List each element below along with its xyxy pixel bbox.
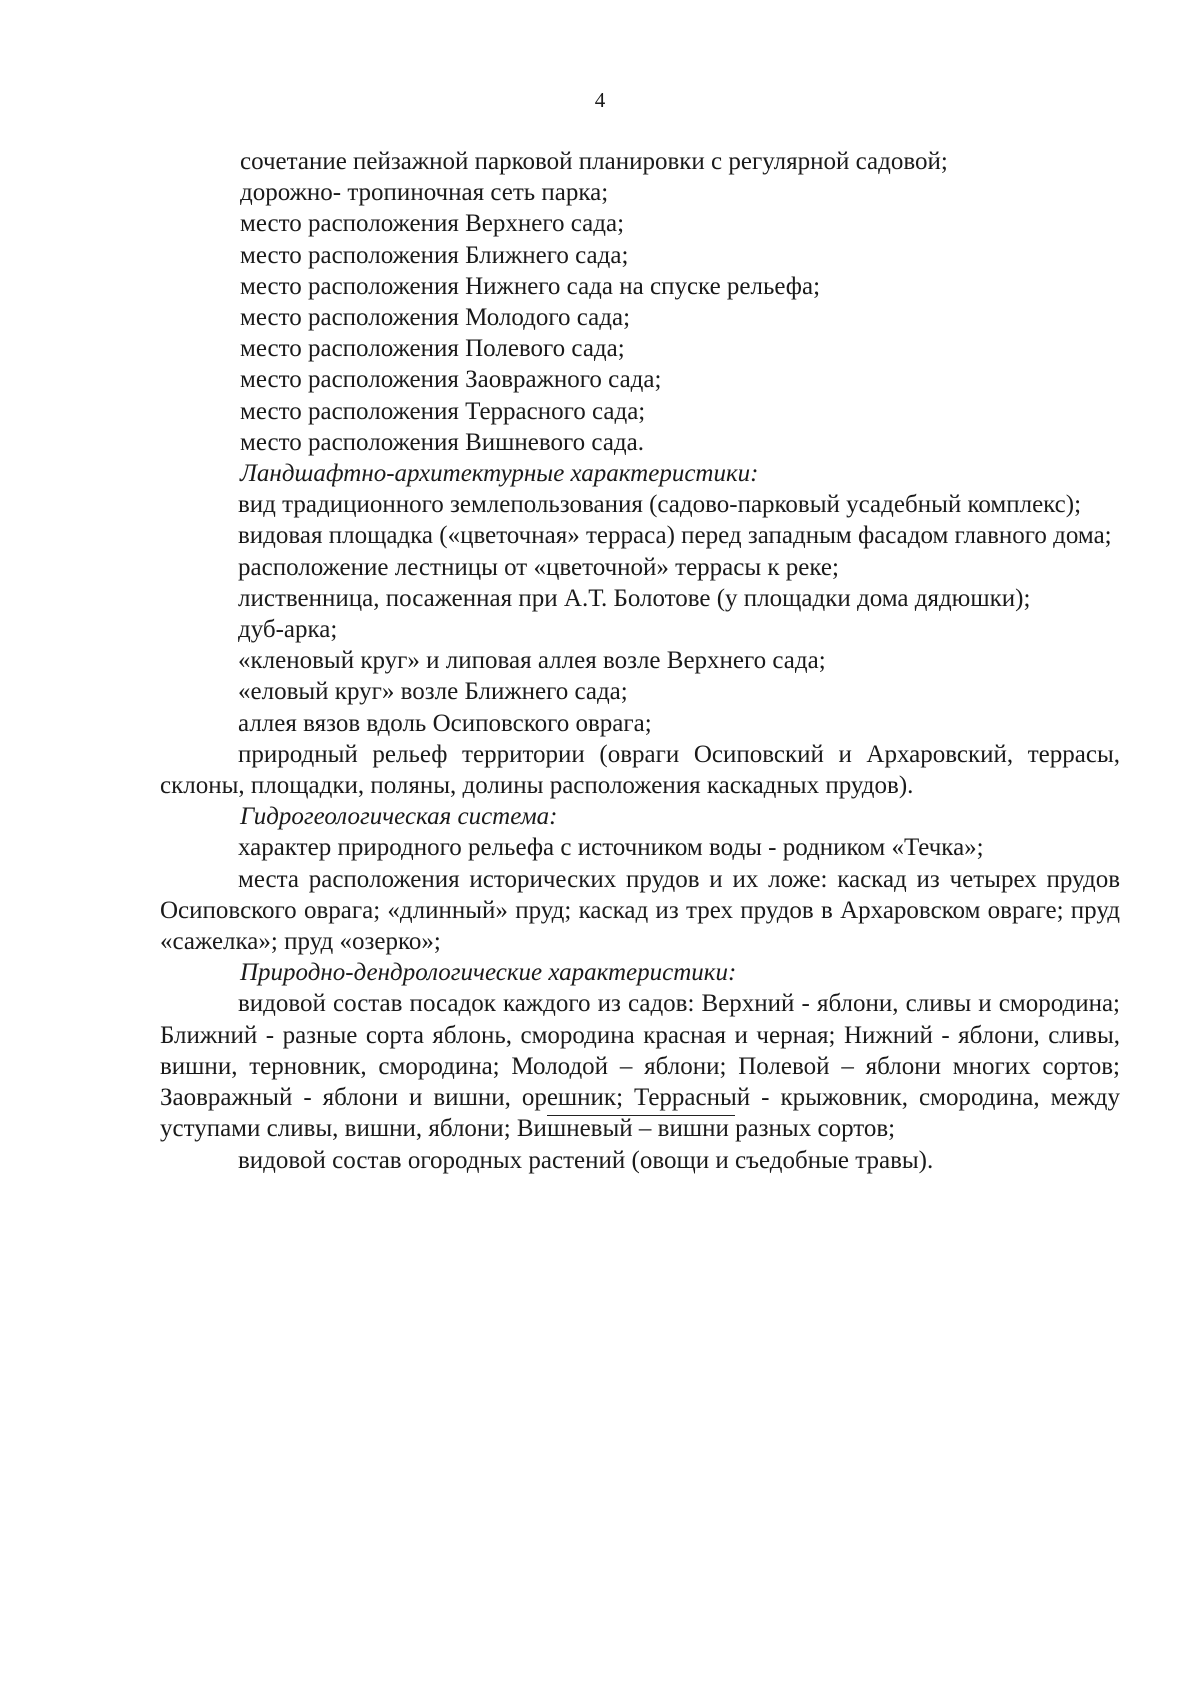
garden-list-item: дорожно- тропиночная сеть парка; [240, 179, 609, 207]
landscape-item: дуб-арка; [238, 616, 338, 644]
garden-list-item: место расположения Полевого сада; [240, 335, 625, 363]
landscape-item: лиственница, посаженная при А.Т. Болотове (у площадки дома дядюшки); [238, 584, 1031, 612]
garden-list-item: место расположения Молодого сада; [240, 304, 631, 332]
page-number: 4 [594, 88, 606, 112]
dendro-item: видовой состав посадок каждого из садов: Верхний - яблони, сливы и смородина; Ближний - разные сорта яблонь, смородина красная и черная; Нижний - яблони, сливы, вишни, терновник, смородина; Молодой – яблони; Полевой – яблони многих сортов; Заовражный - яблони и вишни, орешник; Террасный - крыжовник, смородина, между уступами сливы, вишни, яблони; Вишневый – вишни разных сортов; [160, 990, 1120, 1143]
landscape-item: «еловый круг» возле Ближнего сада; [238, 678, 628, 706]
document-body [160, 146, 1120, 1176]
landscape-heading: Ландшафтно-архитектурные характеристики: [240, 460, 759, 488]
hydro-item: места расположения исторических прудов и их ложе: каскад из четырех прудов Осиповского оврага; «длинный» пруд; каскад из трех прудов в Архаровском овраге; пруд «сажелка»; пруд «озерко»; [160, 865, 1120, 956]
garden-list-item: место расположения Нижнего сада на спуске рельефа; [240, 272, 821, 300]
end-of-document-rule [547, 1115, 735, 1116]
garden-list-item: место расположения Террасного сада; [240, 397, 646, 425]
landscape-item: расположение лестницы от «цветочной» террасы к реке; [238, 553, 839, 581]
garden-list-item: место расположения Заовражного сада; [240, 366, 662, 394]
hydro-item: характер природного рельефа с источником воды - родником «Течка»; [238, 834, 984, 862]
landscape-item: природный рельеф территории (овраги Осиповский и Архаровский, террасы, склоны, площадки, поляны, долины расположения каскадных прудов). [160, 740, 1120, 800]
landscape-item: «кленовый круг» и липовая аллея возле Верхнего сада; [238, 647, 826, 675]
garden-list-item: место расположения Ближнего сада; [240, 241, 629, 269]
landscape-item: видовая площадка («цветочная» терраса) перед западным фасадом главного дома; [238, 522, 1112, 550]
landscape-item: вид традиционного землепользования (садово-парковый усадебный комплекс); [238, 491, 1082, 519]
landscape-item: аллея вязов вдоль Осиповского оврага; [238, 709, 652, 737]
garden-list-item: сочетание пейзажной парковой планировки с регулярной садовой; [240, 148, 948, 175]
dendro-item: видовой состав огородных растений (овощи и съедобные травы). [238, 1146, 934, 1174]
garden-list-item: место расположения Вишневого сада. [240, 428, 644, 456]
hydro-heading: Гидрогеологическая система: [240, 803, 558, 831]
garden-list-item: место расположения Верхнего сада; [240, 210, 625, 238]
dendro-heading: Природно-дендрологические характеристики: [240, 959, 737, 987]
